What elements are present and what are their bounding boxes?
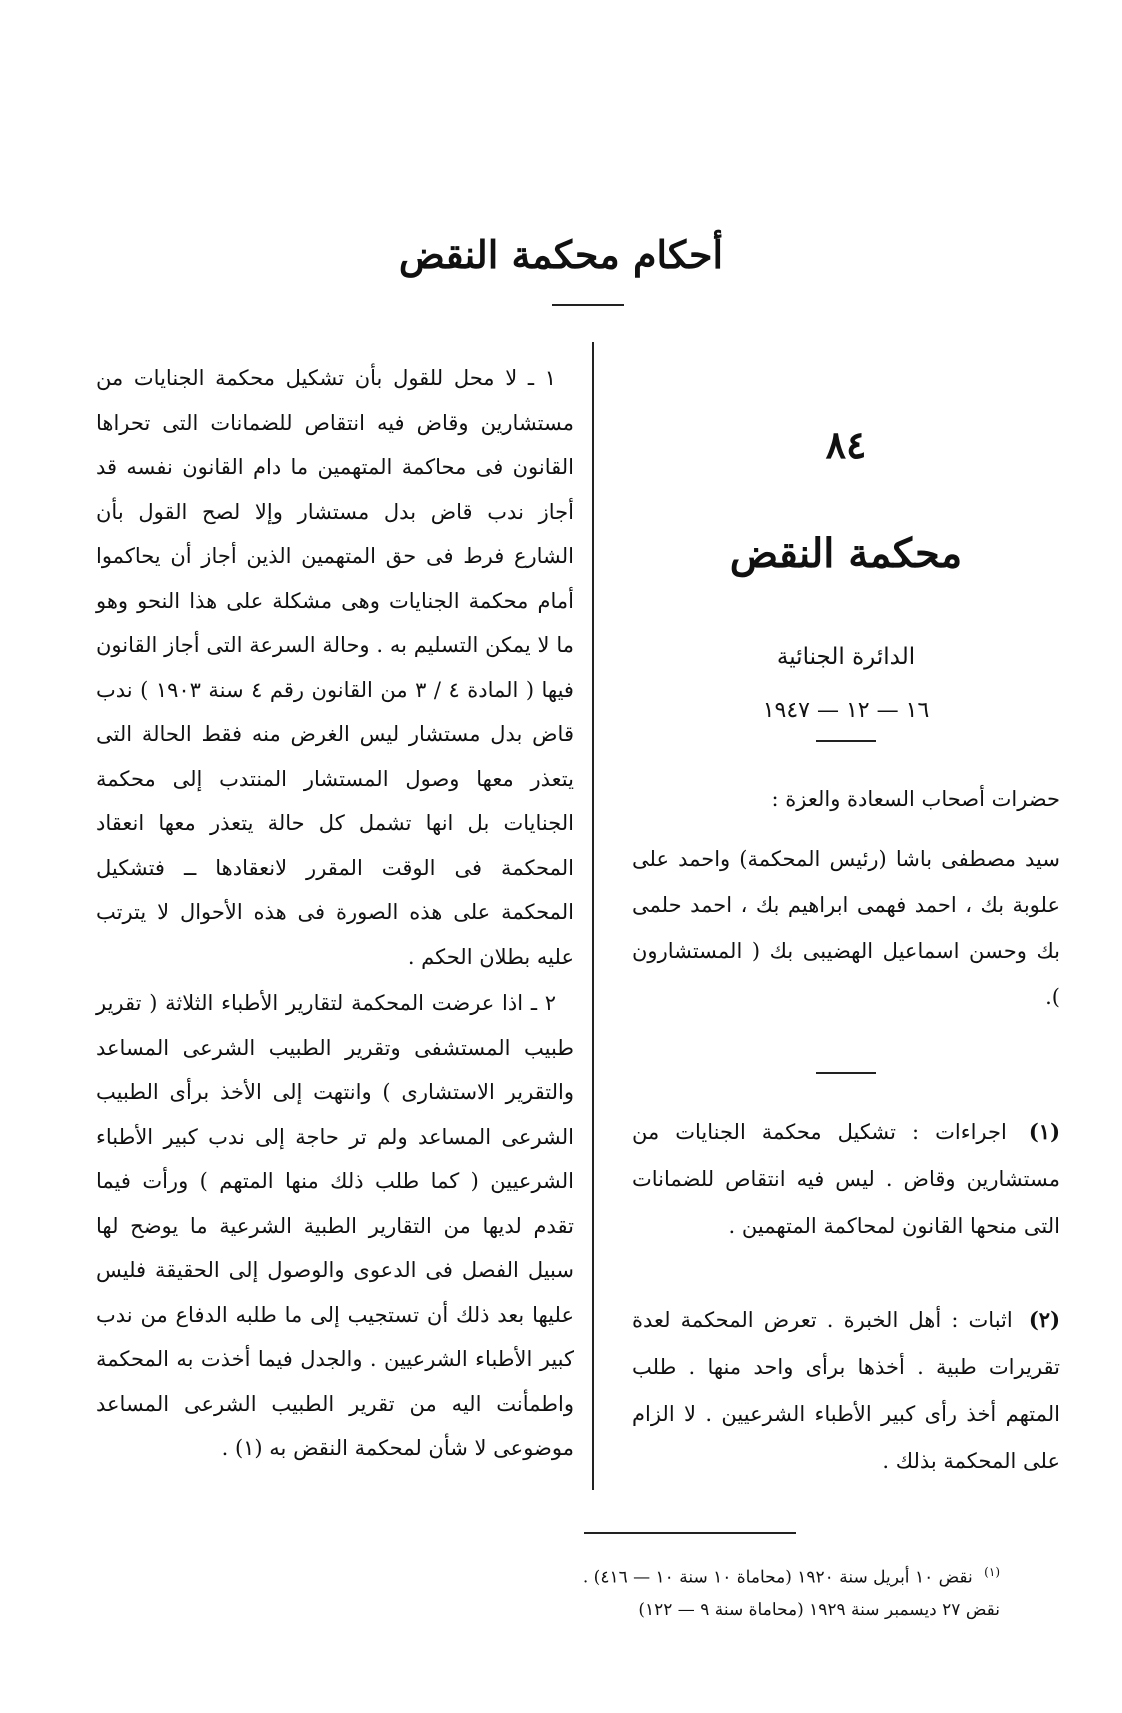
page-title: أحكام محكمة النقض bbox=[398, 232, 724, 277]
headnote-2 bbox=[632, 1296, 1060, 1485]
title-rule bbox=[552, 304, 624, 306]
judges-panel bbox=[626, 776, 1066, 1020]
case-number: ٨٤ bbox=[825, 422, 867, 467]
headnote-text: اثبات : أهل الخبرة . تعرض المحكمة لعدة تقريرات طبية . أخذها برأى واحد منها . طلب المتهم أخذ رأى كبير الأطباء الشرعيين . لا الزام على المحكمة بذلك . bbox=[632, 1308, 1060, 1473]
footnote-rule bbox=[584, 1532, 796, 1534]
panel-rule bbox=[816, 1072, 876, 1074]
footnote-line-2 bbox=[560, 1594, 1000, 1626]
headnote-1 bbox=[632, 1108, 1060, 1250]
panel-members: سيد مصطفى باشا (رئيس المحكمة) واحمد على علوبة بك ، احمد فهمى ابراهيم بك ، احمد حلمى بك وحسن اسماعيل الهضيبى بك ( المستشارون ). bbox=[632, 847, 1060, 1009]
ruling-paragraph-1: ١ ـ لا محل للقول بأن تشكيل محكمة الجنايات من مستشارين وقاض فيه انتقاص للضمانات التى تحراها القانون فى محاكمة المتهمين ما دام القانون نفسه قد أجاز ندب قاض بدل مستشار وإلا لصح القول بأن الشارع فرط فى حق المتهمين الذين أجاز أن يحاكموا أمام محكمة الجنايات وهى مشكلة على هذا النحو وهو ما لا يمكن التسليم به . وحالة السرعة التى أجاز القانون فيها ( المادة ٤ / ٣ من القانون رقم ٤ سنة ١٩٠٣ ) ندب قاض بدل مستشار ليس الغرض منه فقط الحالة التى يتعذر معها وصول المستشار المنتدب إلى محكمة الجنايات بل انها تشمل كل حالة يتعذر معها انعقاد المحكمة فى الوقت المقرر لانعقادها ــ فتشكيل المحكمة على هذه الصورة فى هذه الأحوال لا يترتب عليه بطلان الحكم . bbox=[96, 366, 574, 969]
footnote-line-1 bbox=[560, 1556, 1000, 1594]
court-name: محكمة النقض bbox=[729, 530, 963, 577]
footnote-text: نقض ١٠ أبريل سنة ١٩٢٠ (محاماة ١٠ سنة ١٠ — ٤١٦) . bbox=[582, 1567, 973, 1588]
footnote-text: نقض ٢٧ ديسمبر سنة ١٩٢٩ (محاماة سنة ٩ — ١٢٢) bbox=[638, 1599, 1000, 1620]
headnotes bbox=[626, 1108, 1066, 1485]
headnote-number: (١) bbox=[1028, 1119, 1060, 1144]
column-divider bbox=[592, 342, 594, 1490]
headnote-number: (٢) bbox=[1028, 1307, 1060, 1332]
case-header-column bbox=[626, 420, 1066, 1531]
footnotes bbox=[560, 1556, 1000, 1626]
headnote-text: اجراءات : تشكيل محكمة الجنايات من مستشارين وقاض . ليس فيه انتقاص للضمانات التى منحها القانون لمحاكمة المتهمين . bbox=[632, 1120, 1060, 1238]
footnote-mark: (١) bbox=[984, 1565, 1000, 1579]
ruling-text-column bbox=[96, 356, 574, 1473]
panel-intro: حضرات أصحاب السعادة والعزة : bbox=[771, 787, 1060, 811]
ruling-paragraph-2: ٢ ـ اذا عرضت المحكمة لتقارير الأطباء الثلاثة ( تقرير طبيب المستشفى وتقرير الطبيب الشرعى المساعد والتقرير الاستشارى ) وانتهت إلى الأخذ برأى الطبيب الشرعى المساعد ولم تر حاجة إلى ندب كبير الأطباء الشرعيين ( كما طلب ذلك منها المتهم ) ورأت فيما تقدم لديها من التقارير الطبية الشرعية ما يوضح لها سبيل الفصل فى الدعوى والوصول إلى الحقيقة فليس عليها بعد ذلك أن تستجيب إلى ما طلبه الدفاع من ندب كبير الأطباء الشرعيين . والجدل فيما أخذت به المحكمة واطمأنت اليه من تقرير الطبيب الشرعى المساعد موضوعى لا شأن لمحكمة النقض به (١) . bbox=[96, 991, 574, 1460]
circuit-name: الدائرة الجنائية bbox=[776, 644, 916, 670]
date-rule bbox=[816, 740, 876, 742]
case-date: ١٦ — ١٢ — ١٩٤٧ bbox=[762, 698, 930, 723]
